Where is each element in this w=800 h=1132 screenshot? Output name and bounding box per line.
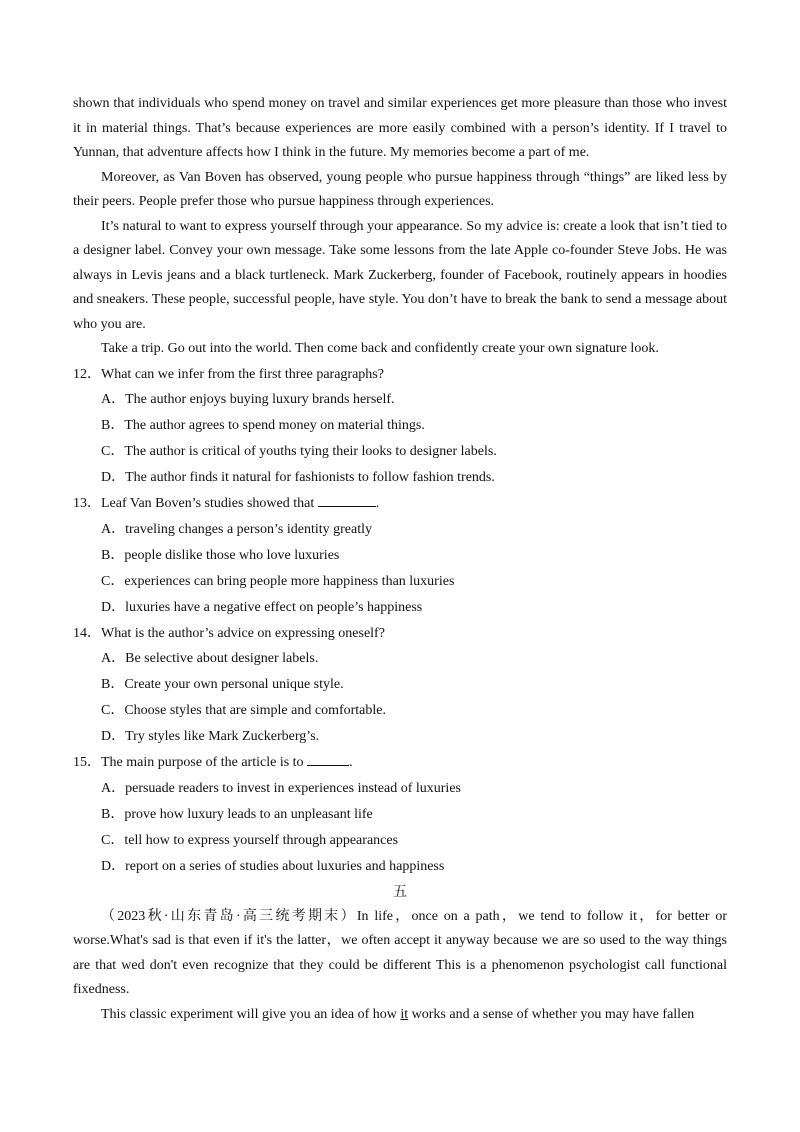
passage-paragraph-4: Take a trip. Go out into the world. Then come back and confidently create your own signature look.	[101, 341, 659, 356]
option-a: A．persuade readers to invest in experiences instead of luxuries	[101, 781, 461, 796]
question-13	[73, 491, 727, 621]
option-b: B．prove how luxury leads to an unpleasant life	[101, 806, 373, 822]
question-stem-end: .	[375, 496, 380, 512]
option-a: A．traveling changes a person’s identity greatly	[101, 521, 372, 537]
answer-blank	[307, 751, 349, 766]
question-14	[73, 621, 727, 751]
option-d: D．report on a series of studies about luxuries and happiness	[101, 858, 445, 874]
question-stem: 12．What can we infer from the first three paragraphs?	[73, 366, 384, 382]
passage-paragraph-2: Moreover, as Van Boven has observed, young people who pursue happiness through “things” are liked less by their peers. People prefer those who pursue happiness through experiences.	[73, 169, 727, 209]
option-d: D．luxuries have a negative effect on people’s happiness	[101, 599, 423, 615]
option-a: A．The author enjoys buying luxury brands herself.	[101, 392, 395, 408]
option-d: D．The author finds it natural for fashionists to follow fashion trends.	[101, 470, 495, 486]
passage-paragraph-3: It’s natural to want to express yourself through your appearance. So my advice is: create a look that isn’t tied to a designer label. Convey your own message. Take some lessons from the late Apple co-founder Steve Jobs. He was always in Levis jeans and a black turtleneck. Mark Zuckerberg, founder of Facebook, routinely appears in hoodies and sneakers. These people, successful people, have style. You don’t have to break the bank to send a message about who you are.	[73, 218, 727, 332]
question-stem	[73, 491, 727, 517]
option-b: B．people dislike those who love luxuries	[101, 547, 340, 563]
passage-b-paragraph-1: （2023秋·山东青岛·高三统考期末）In life，once on a path，we tend to follow it，for better or worse.What's sad is that even if it's the latter，we often accept it anyway because we are so used to the way things are that wed don't even recognize that they could be different This is a phenomenon psychologist call functional fixedness.	[73, 908, 727, 998]
question-stem-end: .	[349, 755, 353, 771]
option-c: C．Choose styles that are simple and comfortable.	[101, 703, 386, 719]
line-text: This classic experiment will give you an idea of how	[101, 1006, 401, 1022]
line-text-end: works and a sense of whether you may have fallen	[408, 1006, 695, 1022]
document-content	[73, 92, 727, 1027]
question-12	[73, 362, 727, 492]
option-b: B．Create your own personal unique style.	[101, 677, 344, 693]
underlined-word: it	[400, 1006, 409, 1022]
answer-blank	[318, 492, 376, 507]
question-stem-text: 15．The main purpose of the article is to	[73, 755, 308, 771]
passage-paragraph-1: shown that individuals who spend money on travel and similar experiences get more pleasure than those who invest it in material things. That’s because experiences are more easily combined with a person’s identity. If I travel to Yunnan, that adventure affects how I think in the future. My memories become a part of me.	[73, 96, 727, 160]
option-c: C．tell how to express yourself through appearances	[101, 832, 399, 848]
section-heading: 五	[393, 884, 407, 900]
question-stem	[73, 750, 727, 776]
option-d: D．Try styles like Mark Zuckerberg’s.	[101, 729, 320, 745]
question-15	[73, 750, 727, 880]
option-a: A．Be selective about designer labels.	[101, 651, 319, 667]
option-b: B．The author agrees to spend money on material things.	[101, 418, 425, 434]
question-stem-text: 13．Leaf Van Boven’s studies showed that	[73, 496, 318, 512]
question-stem: 14．What is the author’s advice on expressing oneself?	[73, 625, 385, 641]
passage-b-paragraph-2	[73, 1003, 727, 1028]
option-c: C．The author is critical of youths tying their looks to designer labels.	[101, 444, 497, 460]
option-c: C．experiences can bring people more happiness than luxuries	[101, 573, 455, 589]
